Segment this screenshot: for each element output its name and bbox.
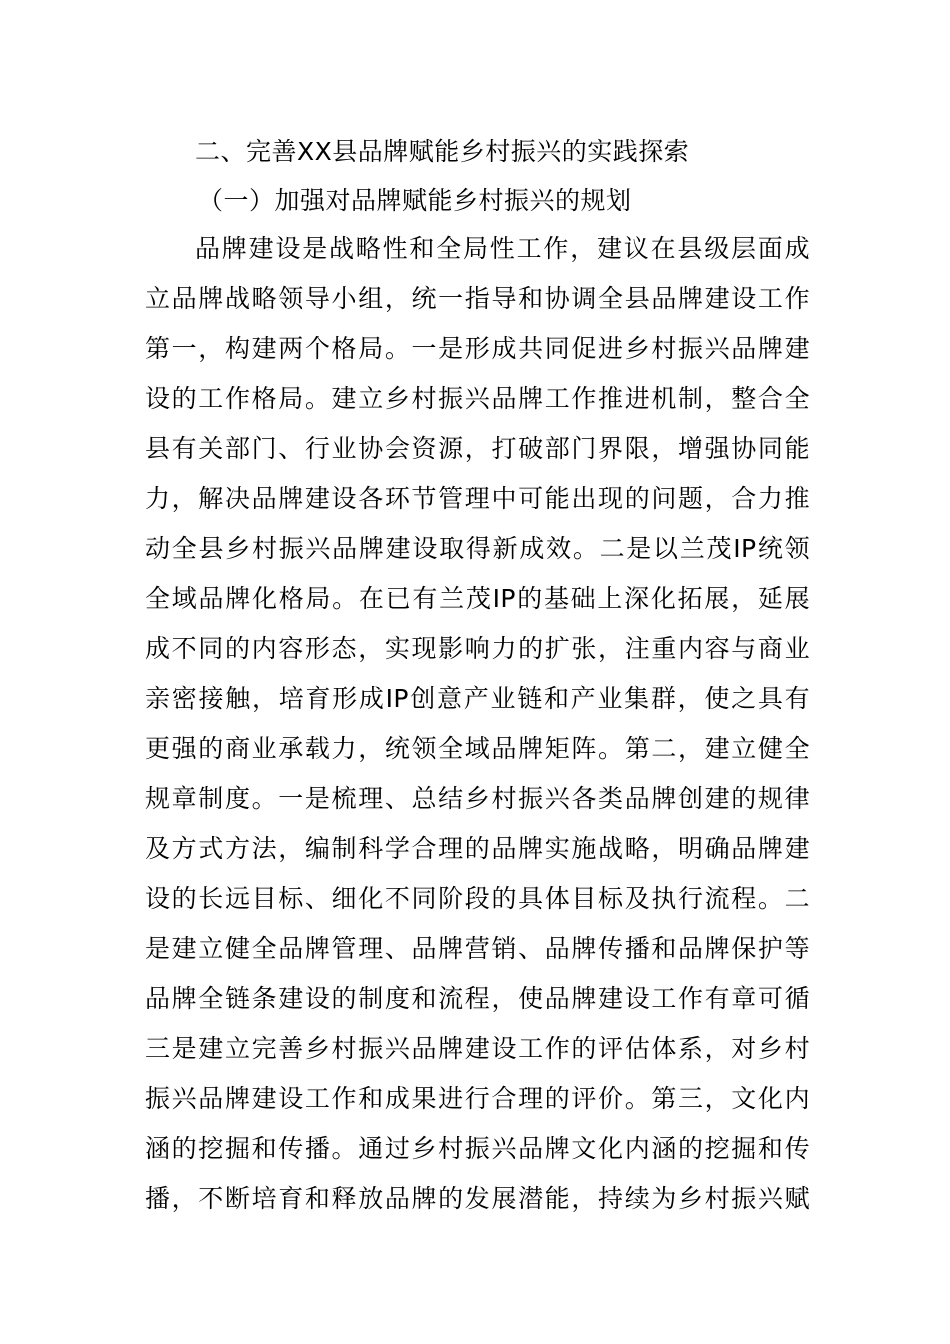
body-paragraph (145, 232, 810, 1232)
paragraph-line: 三是建立完善乡村振兴品牌建设工作的评估体系，对乡村 (145, 1034, 810, 1063)
paragraph-line: 振兴品牌建设工作和成果进行合理的评价。第三，文化内 (145, 1084, 810, 1113)
paragraph-line: 县有关部门、行业协会资源，打破部门界限，增强协同能 (145, 434, 810, 463)
paragraph-line: 设的长远目标、细化不同阶段的具体目标及执行流程。二 (145, 884, 810, 913)
paragraph-line: 播，不断培育和释放品牌的发展潜能，持续为乡村振兴赋 (145, 1184, 810, 1213)
paragraph-line: 第一，构建两个格局。一是形成共同促进乡村振兴品牌建 (145, 334, 810, 363)
paragraph-line: 力，解决品牌建设各环节管理中可能出现的问题，合力推 (145, 484, 810, 513)
section-heading: 二、完善XX县品牌赋能乡村振兴的实践探索 (195, 137, 690, 166)
paragraph-line: 品牌建设是战略性和全局性工作，建议在县级层面成 (195, 234, 810, 263)
paragraph-line: 立品牌战略领导小组，统一指导和协调全县品牌建设工作 (145, 284, 810, 313)
subsection-heading: （一）加强对品牌赋能乡村振兴的规划 (198, 186, 632, 215)
paragraph-line: 品牌全链条建设的制度和流程，使品牌建设工作有章可循 (145, 984, 810, 1013)
paragraph-line: 及方式方法，编制科学合理的品牌实施战略，明确品牌建 (145, 834, 810, 863)
paragraph-line: 动全县乡村振兴品牌建设取得新成效。二是以兰茂IP统领 (145, 534, 810, 563)
paragraph-line: 亲密接触，培育形成IP创意产业链和产业集群，使之具有 (145, 684, 810, 713)
paragraph-line: 设的工作格局。建立乡村振兴品牌工作推进机制，整合全 (145, 384, 810, 413)
paragraph-line: 全域品牌化格局。在已有兰茂IP的基础上深化拓展，延展 (145, 584, 810, 613)
paragraph-line: 成不同的内容形态，实现影响力的扩张，注重内容与商业 (145, 634, 810, 663)
paragraph-line: 规章制度。一是梳理、总结乡村振兴各类品牌创建的规律 (145, 784, 810, 813)
paragraph-line: 更强的商业承载力，统领全域品牌矩阵。第二，建立健全 (145, 734, 810, 763)
paragraph-line: 涵的挖掘和传播。通过乡村振兴品牌文化内涵的挖掘和传 (145, 1134, 810, 1163)
paragraph-line: 是建立健全品牌管理、品牌营销、品牌传播和品牌保护等 (145, 934, 810, 963)
